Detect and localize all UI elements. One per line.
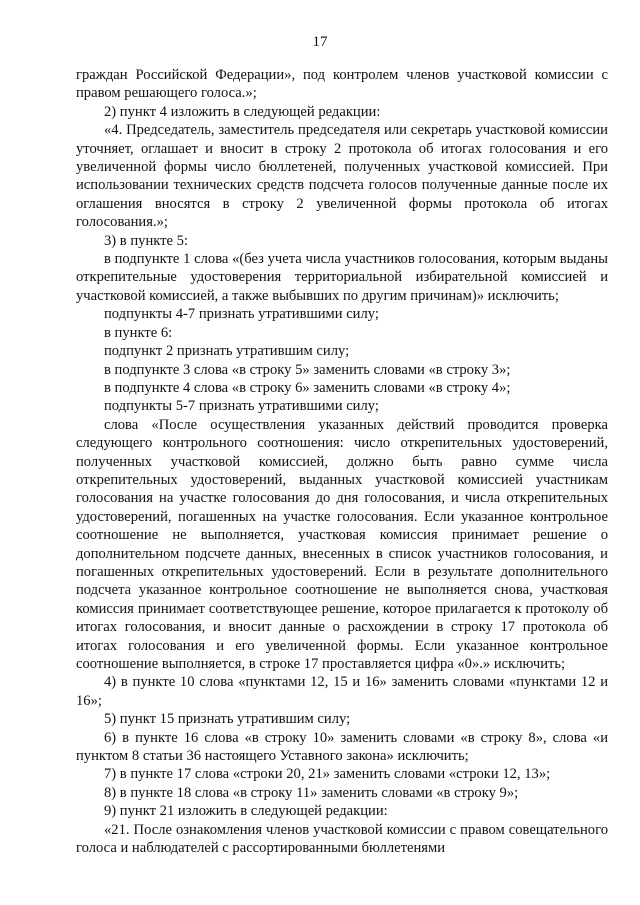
paragraph: 7) в пункте 17 слова «строки 20, 21» заменить словами «строки 12, 13»; (104, 766, 551, 783)
paragraph: «4. Председатель, заместитель председателя или секретарь участковой комиссии уточняет, оглашает и вносит в строку 2 протокола об итогах голосования и его увеличенной формы число бюллетеней, полученных участковой комиссией. При использовании технических средств подсчета голосов полученные данные после их оглашения вносятся в строку 2 увеличенной формы протокола об итогах голосования.»; (76, 122, 608, 231)
paragraph: 4) в пункте 10 слова «пунктами 12, 15 и 16» заменить словами «пунктами 12 и 16»; (76, 674, 608, 709)
paragraph: 5) пункт 15 признать утратившим силу; (104, 711, 351, 728)
paragraph: в подпункте 4 слова «в строку 6» заменить словами «в строку 4»; (104, 379, 511, 396)
page-number: 17 (312, 34, 328, 50)
paragraph: подпункты 5-7 признать утратившими силу; (104, 398, 379, 415)
paragraph: 9) пункт 21 изложить в следующей редакции: (104, 803, 388, 820)
paragraph: граждан Российской Федерации», под контролем членов участковой комиссии с правом решающего голоса.»; (76, 67, 608, 102)
paragraph: в пункте 6: (104, 324, 173, 341)
paragraph: 2) пункт 4 изложить в следующей редакции: (104, 103, 381, 120)
paragraph: в подпункте 3 слова «в строку 5» заменить словами «в строку 3»; (104, 361, 511, 378)
paragraph: в подпункте 1 слова «(без учета числа участников голосования, которым выданы открепительные удостоверения территориальной избирательной комиссией и участковой комиссией, а также выбывших по другим причинам)» исключить; (76, 251, 608, 304)
paragraph: подпункты 4-7 признать утратившими силу; (104, 306, 379, 323)
paragraph: слова «После осуществления указанных действий проводится проверка следующего контрольного соотношения: число открепительных удостоверений, полученных участковой комиссией, должно быть равно сумме числа открепительных удостоверений, выданных участковой комиссией участникам голосования на участке голосования до дня голосования, и числа открепительных удостоверений, погашенных на участке голосования. Если указанное контрольное соотношение не выполняется, участковая комиссия принимает решение о дополнительном подсчете данных, внесенных в список участников голосования, и погашенных открепительных удостоверений. Если в результате дополнительного подсчета указанное контрольное соотношение не выполняется снова, участковая комиссия принимает соответствующее решение, которое прилагается к протоколу об итогах голосования, и вносит данные о расхождении в строку 17 протокола об итогах голосования и его увеличенной формы. Если указанное контрольное соотношение выполняется, в строке 17 проставляется цифра «0».» исключить; (76, 416, 608, 672)
paragraph: подпункт 2 признать утратившим силу; (104, 343, 350, 360)
document-body (76, 66, 608, 857)
paragraph: «21. После ознакомления членов участковой комиссии с правом совещательного голоса и наблюдателей с рассортированными бюллетенями (76, 821, 608, 857)
paragraph: 6) в пункте 16 слова «в строку 10» заменить словами «в строку 8», слова «и пунктом 8 статьи 36 настоящего Уставного закона» исключить; (76, 729, 608, 765)
paragraph: 8) в пункте 18 слова «в строку 11» заменить словами «в строку 9»; (104, 784, 519, 801)
paragraph: 3) в пункте 5: (104, 232, 189, 249)
